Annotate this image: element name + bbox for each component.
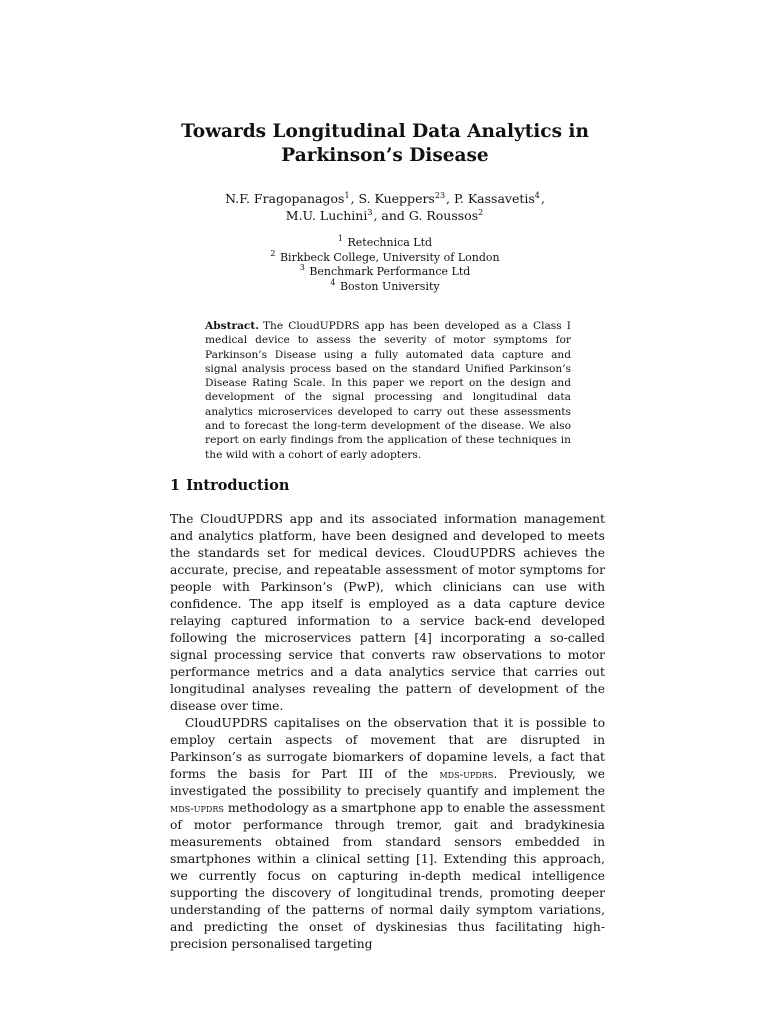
paragraph-text: . Previously, we investigated the possibility to precisely quantify and implement the — [170, 767, 605, 798]
author-name: M.U. Luchini — [285, 208, 368, 223]
paragraph: The CloudUPDRS app and its associated information management and analytics platform, have been designed and developed to meets the standards set for medical devices. CloudUPDRS achieves the accurate, precise, and repeatable assessment of motor symptoms for people with Parkinson’s (PwP), which clinicians can use with confidence. The app itself is employed as a data capture device relaying captured information to a service back-end developed following the microservices pattern [4] incorporating a so-called signal processing service that converts raw observations to motor performance metrics and a data analytics service that carries out longitudinal analyses revealing the pattern of development of the disease over time. — [170, 512, 605, 713]
author-separator: , — [350, 191, 359, 206]
author-affiliation-mark: 2 — [478, 208, 484, 217]
paragraph-text: methodology as a smartphone app to enable the assessment of motor performance through tremor, gait and bradykinesia measurements obtained from standard sensors embedded in smartphones within a clinical setting [1]. Extending this approach, we currently focus on capturing in-depth medical intelligence supporting the discovery of longitudinal trends, promoting deeper understanding of the patterns of normal daily symptom variations, and predicting the onset of dyskinesias thus facilitating high-precision personalised targeting — [170, 801, 605, 951]
author-name: P. Kassavetis — [454, 191, 535, 206]
affiliation-item — [150, 265, 620, 280]
author-line-1 — [150, 190, 620, 207]
affiliation-mark: 4 — [330, 277, 336, 287]
title-line-1: Towards Longitudinal Data Analytics in — [181, 121, 589, 142]
affiliation-name: Benchmark Performance Ltd — [309, 265, 471, 278]
section-number: 1 — [170, 477, 181, 494]
author-name: G. Roussos — [408, 208, 479, 223]
paragraph-text: CloudUPDRS capitalises on the observation that it is possible to employ certain aspects of movement that are disrupted in Parkinson’s as surrogate biomarkers of dopamine levels, a fact that forms the basis for Part III of the — [170, 716, 605, 781]
affiliation-item — [150, 236, 620, 251]
author-affiliation-mark: 1 — [344, 191, 350, 200]
affiliation-item — [150, 277, 620, 295]
affiliation-mark: 3 — [299, 263, 305, 272]
author-affiliation-mark: 4 — [534, 191, 540, 200]
author-affiliation-mark: 23 — [434, 191, 446, 200]
abstract-label: Abstract. — [205, 320, 259, 332]
author-affiliation-mark: 3 — [367, 208, 373, 217]
affiliation-list — [150, 236, 620, 294]
abstract-text: The CloudUPDRS app has been developed as a Class I medical device to assess the severity of motor symptoms for Parkinson’s Disease using a fully automated data capture and signal analysis process based on the standard Unified Parkinson’s Disease Rating Scale. In this paper we report on the design and development of the signal processing and longitudinal data analytics microservices developed to carry out these assessments and to forecast the long-term development of the disease. We also report on early findings from the application of these techniques in the wild with a cohort of early adopters. — [205, 320, 571, 461]
abstract — [205, 319, 571, 462]
paper-title — [150, 120, 620, 168]
section-heading — [170, 477, 289, 494]
affiliation-mark: 2 — [270, 248, 276, 258]
section-title: Introduction — [186, 477, 290, 494]
paragraph — [170, 715, 605, 953]
affiliation-item — [150, 248, 620, 266]
introduction-body — [170, 511, 605, 953]
author-separator: , — [446, 191, 454, 206]
author-name: S. Kueppers — [358, 191, 435, 206]
author-separator: , and — [373, 208, 409, 223]
affiliation-name: Birkbeck College, University of London — [279, 250, 500, 264]
acronym-mds-updrs: mds-updrs — [170, 802, 224, 815]
author-line-2 — [150, 207, 620, 224]
author-name: N.F. Fragopanagos — [225, 191, 345, 206]
author-separator: , — [540, 191, 545, 206]
affiliation-name: Boston University — [339, 279, 440, 293]
author-list — [150, 190, 620, 224]
title-line-2: Parkinson’s Disease — [281, 145, 489, 166]
affiliation-mark: 1 — [337, 234, 344, 243]
affiliation-name: Retechnica Ltd — [347, 236, 433, 249]
acronym-mds-updrs: mds-updrs — [439, 768, 494, 781]
